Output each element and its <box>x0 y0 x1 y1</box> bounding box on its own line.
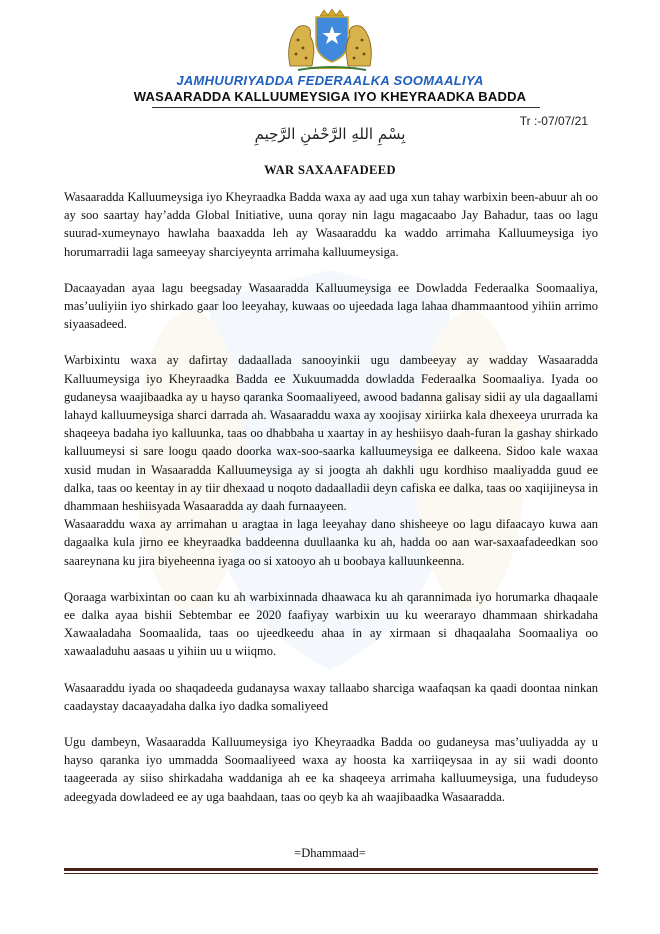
reference-number: Tr :-07/07/21 <box>519 114 588 128</box>
paragraph: Wasaaraddu iyada oo shaqadeeda gudanaysa waxay tallaabo sharciga waafaqsan ka qaadi doontaa ninkan caadaystay dacaayadaha dalka iyo dadka somaliyeed <box>64 680 598 713</box>
paragraph: Ugu dambeyn, Wasaaradda Kalluumeysiga iyo Kheyraadka Badda oo gudaneysa mas’uuliyadda ay u hayso qaranka iyo ummadda Soomaaliyeed waxa ay hoosta ka xarriiqeysaa in ay sii wadi doonto taageerada ay siiso shirkadaha waddaniga ah ee ka shaqeeya arrimaha kalluumeysiga, una fududeyso adeegyada dowladeed ee ay uga baahdaan, taas oo qeyb ka ah waajibaadka Wasaaradda. <box>64 735 598 804</box>
paragraph: Qoraaga warbixintan oo caan ku ah warbixinnada dhaawaca ku ah qarannimada iyo horumarka dhaqaale ee dalka ayaa bishii Sebtembar ee 2020 faafiyay warbixin uu ku weerarayo dhammaan shirkadaha Xawaaladaha Soomaalida, taas oo ujeedkeedu ahaa in ay xirmaan si dhaqaalaha Soomaaliya oo xawaaladuhu aasaas u yihiin uu u wiiqmo. <box>64 589 598 659</box>
closing-mark: =Dhammaad= <box>294 846 366 860</box>
paragraph: Wasaaradda Kalluumeysiga iyo Kheyraadka Badda waxa ay aad uga xun tahay warbixin been-abuur ah oo ay soo saartay hay’adda Global Initiative, uuna qoray nin lagu magacaabo Jay Bahadur, taas oo lagu suurad-xumeynayo hawlaha baaxadda leh ay Wasaaraddu ka waddo arrimaha Kalluumeysiga iyo horumarradii laga sameeyay sharciyeynta arrimaha kalluumeysiga. <box>64 190 598 259</box>
footer-rule-thin <box>64 873 598 874</box>
paragraph: Wasaaraddu waxa ay arrimahan u aragtaa in laga leeyahay dano shisheeye oo lagu difaacayo kuwa aan dagaalka kula jirno ee kheyraadka baddeenna duullaanka ku ah, hadda oo aan war-saxaafadeedkan soo saareynana ku jira biyeheenna iyaga oo si xatooyo ah u boobaya kalluunkeenna. <box>64 517 598 568</box>
paragraph: Warbixintu waxa ay dafirtay dadaallada sanooyinkii ugu dambeeyay ay wadday Wasaaradda Kalluumeysiga iyo Kheyraadka Badda ee Xukuumadda dowladda Federaalka Soomaaliya. Iyada oo gudaneysa waajibaadka ay u hayso qaranka Soomaaliyeed, awood badanna galisay sidii ay ula dagaallami lahayd kalluumeysiga sharci darrada ah. Wasaaraddu waxa ay xoojisay xiriirka kala dhexeeya ururrada ka shaqeeya badaha iyo kalluunka, taas oo dhabbaha u xaartay in ay heshiisyo daah-furan la gashay shirkado kalluumeysi si sare loogu qaado doorka wax-soo-saarka kalluumeysiga ee dalkeena. Sidoo kale waxaa xusid mudan in Wasaaradda Kalluumeysiga ay si joogta ah dakhli ugu kordhiso maaliyadda guud ee dalka, taas oo keentay in ay tiir dhexaad u noqoto dadaalladii deyn cafiska ee dalka, taas oo xaqiijineysa in dhammaan heshiisyada Wasaaradda ay daah furnaayeen. <box>64 353 598 514</box>
paragraph: Dacaayadan ayaa lagu beegsaday Wasaaradda Kalluumeysiga ee Dowladda Federaalka Soomaaliya, mas’uuliyiin iyo shirkado gaar loo leeyahay, kuwaas oo ujeedada laga lahaa dhammaantood yihiin arrimo siyaasadeed. <box>64 280 598 332</box>
ministry-heading: WASAARADDA KALLUUMEYSIGA IYO KHEYRAADKA BADDA <box>133 89 527 104</box>
coat-of-arms-icon <box>268 6 392 72</box>
republic-heading: JAMHUURIYADDA FEDERAALKA SOOMAALIYA <box>176 73 484 88</box>
document-title: WAR SAXAAFADEED <box>264 163 396 177</box>
basmala: بِسْمِ اللهِ الرَّحْمٰنِ الرَّحِيمِ <box>254 125 406 143</box>
footer-rule <box>64 868 598 871</box>
press-release-body <box>64 188 598 824</box>
header-divider <box>152 107 540 108</box>
